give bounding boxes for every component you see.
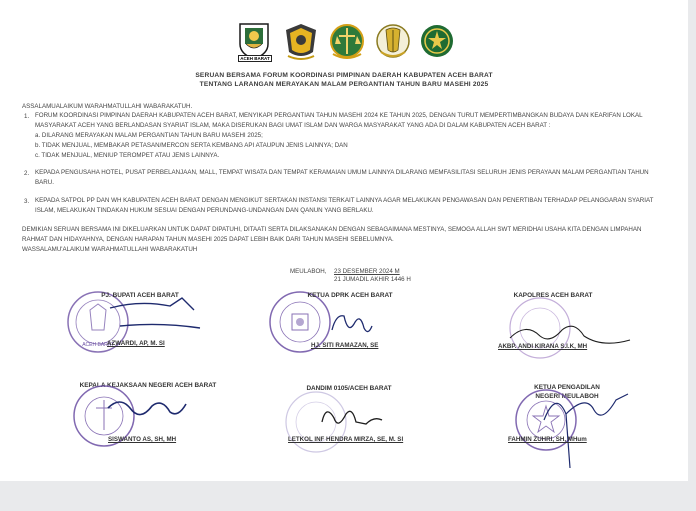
item-2-number: 2. [24,170,30,177]
date-masehi: 23 DESEMBER 2024 M [334,268,400,275]
dprk-title: KETUA DPRK ACEH BARAT [307,292,393,299]
item-2-line-1: KEPADA PENGUSAHA HOTEL, PUSAT PERBELANJAAN, MALL, TEMPAT WISATA DAN TEMPAT KERAMAIAN UMUM LAINNYA DILARANG MEMFASILITASI SELURUH JENIS PERAYAAN MALAM PERGANTIAN TAHUN [35,169,649,176]
kapolres-title: KAPOLRES ACEH BARAT [513,292,593,299]
ketua-pn-title-line-2: NEGERI MEULABOH [535,393,599,400]
dprk-name: HJ. SITI RAMAZAN, SE [311,342,379,349]
dprk-signature [326,306,376,342]
dandim-title: DANDIM 0105/ACEH BARAT [306,385,392,392]
dandim-signature [316,402,386,436]
bupati-title: PJ. BUPATI ACEH BARAT [101,292,179,299]
greeting: ASSALAMUALAIKUM WARAHMATULLAHI WABARAKATUH. [22,103,193,110]
item-1-line-2: MASYARAKAT ACEH YANG BERLANDASAN SYARIAT ISLAM, MAKA DISERUKAN BAGI UMAT ISLAM DAN WARGA MASYARAKAT YANG ADA DI DALAM KABUPATEN ACEH BARAT : [35,122,551,129]
dandim-name: LETKOL INF HENDRA MIRZA, SE, M. SI [288,436,404,443]
document-title: SERUAN BERSAMA FORUM KOORDINASI PIMPINAN DAERAH KABUPATEN ACEH BARAT [195,72,493,79]
closing-line-1: DEMIKIAN SERUAN BERSAMA INI DIKELUARKAN UNTUK DAPAT DIPATUHI, DITAATI SERTA DILAKSANAKAN DENGAN SEBAGAIMANA MESTINYA, SEMOGA ALLAH SWT MERIDHAI USAHA KITA DENGAN LIMPAHAN [22,226,642,233]
bupati-name: AZWARDI, AP, M. SI [107,340,165,347]
kajari-signature [100,394,190,430]
bupati-signature [100,296,210,342]
date-place: MEULABOH, [290,268,327,275]
kajari-title: KEPALA KEJAKSAAN NEGERI ACEH BARAT [79,382,217,389]
date-hijri: 21 JUMADIL AKHIR 1446 H [334,276,411,283]
item-3-line-2: ISLAM, MELAKUKAN TINDAKAN HUKUM SESUAI DENGAN PERUNDANG-UNDANGAN DAN QANUN YANG BERLAKU. [35,207,374,214]
closing-line-2: RAHMAT DAN HIDAYAHNYA, DENGAN HARAPAN TAHUN MASEHI 2025 DAPAT LEBIH BAIK DARI TAHUN MASEHI SEBELUMNYA. [22,236,394,243]
document-subtitle: TENTANG LARANGAN MERAYAKAN MALAM PERGANTIAN TAHUN BARU MASEHI 2025 [199,81,489,88]
item-1-line-1: FORUM KOORDINASI PIMPINAN DAERAH KABUPATEN ACEH BARAT, MENYIKAPI PERGANTIAN TAHUN MASEHI 2024 KE TAHUN 2025, DENGAN TURUT MEMPERTIMBANGKAN BUDAYA DAN KEARIFAN LOKAL [35,112,643,119]
item-3-line-1: KEPADA SATPOL PP DAN WH KABUPATEN ACEH BARAT DENGAN MENGIKUT SERTAKAN INSTANSI TERKAIT LAINNYA AGAR MELAKUKAN PENGAWASAN DAN PENERTIBAN TERHADAP PELANGGARAN SYARIAT [35,197,654,204]
kapolres-name: AKBP. ANDI KIRANA S.I.K, MH [498,343,588,350]
item-1-number: 1. [24,113,30,120]
ketua-pn-name: FAHMIN ZUHRI, SH, MHum [508,436,587,443]
item-1-a: a. DILARANG MERAYAKAN MALAM PERGANTIAN TAHUN BARU MASEHI 2025; [35,132,263,139]
farewell: WASSALAMU'ALAIKUM WARAHMATULLAHI WABARAKATUH [22,246,198,253]
crest-label: ACEH BARAT [238,55,272,62]
item-3-number: 3. [24,198,30,205]
bupati-stamp-text: ACEH BARAT [82,342,114,348]
ketua-pn-title-line-1: KETUA PENGADILAN [534,384,600,391]
kajari-name: SISWANTO AS, SH, MH [108,436,177,443]
ketua-pn-signature [536,380,632,472]
item-1-c: c. TIDAK MENJUAL, MENIUP TEROMPET ATAU JENIS LAINNYA. [35,152,220,159]
item-1-b: b. TIDAK MENJUAL, MEMBAKAR PETASAN/MERCON SERTA KEMBANG API ATAUPUN JENIS LAINNYA; DAN [35,142,348,149]
item-2-line-2: BARU. [35,179,54,186]
